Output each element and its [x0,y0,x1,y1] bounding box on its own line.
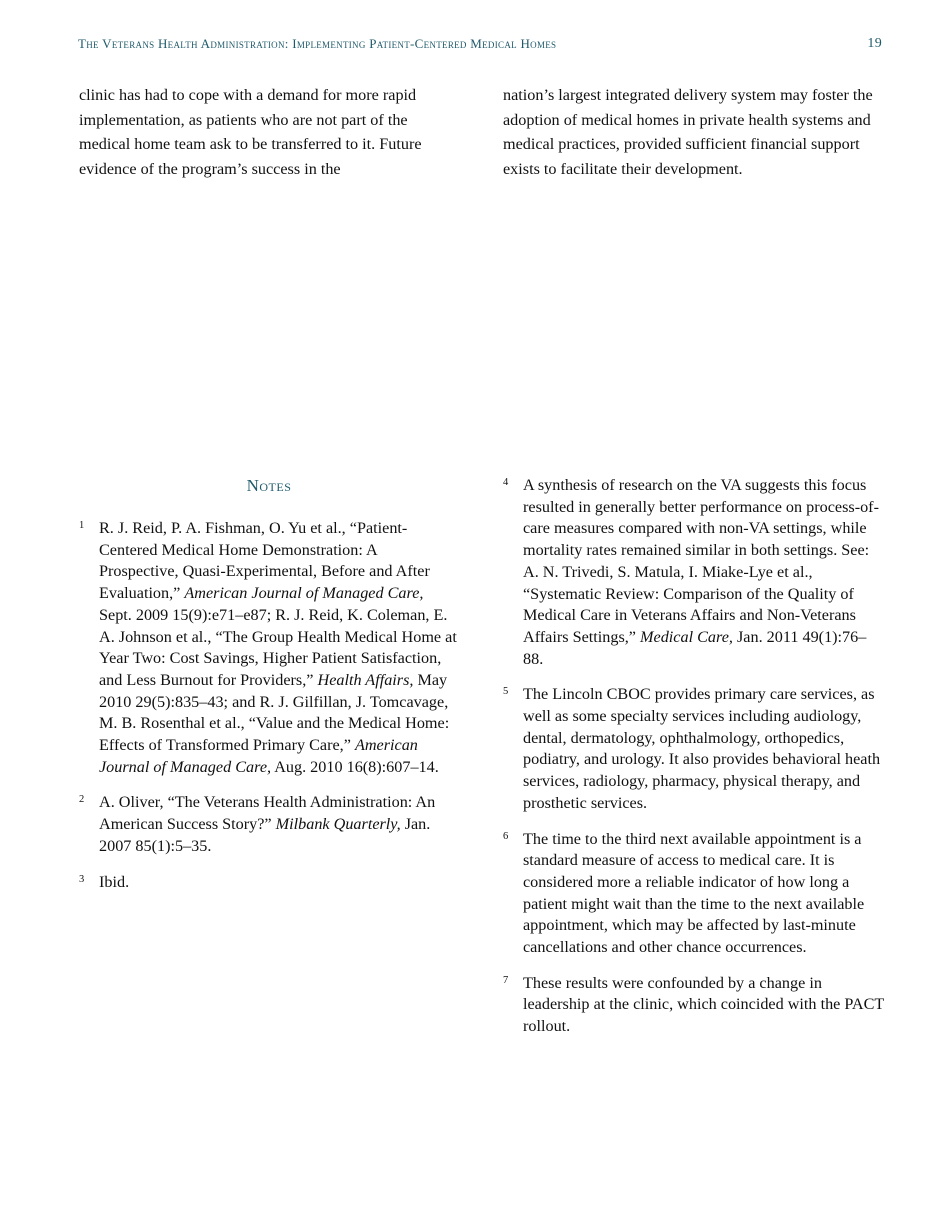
footnote-5 [503,684,885,814]
notes-column-right [503,475,885,1052]
footnote-text [99,872,457,894]
footnote-segment: Ibid. [99,872,130,891]
footnote-text [99,518,457,778]
footnote-number: 2 [79,794,85,806]
running-header [78,36,882,52]
footnote-7 [503,973,885,1038]
page-number: 19 [867,36,882,51]
footnote-segment: These results were confounded by a change in leadership at the clinic, which coincided with the PACT rollout. [523,973,884,1036]
footnote-segment: Aug. 2010 16(8):607–14. [271,757,439,776]
footnote-text [523,475,885,670]
footnote-segment: R. J. Reid, P. A. Fishman, O. Yu et al., “Patient-Centered Medical Home Demonstration: A Prospective, Quasi-Experimental, Before and After Evaluation,” [99,519,430,603]
body-column-left [79,83,459,182]
body-paragraph-left: clinic has had to cope with a demand for more rapid implementation, as patients who are not part of the medical home team ask to be transferred to it. Future evidence of the program’s success in the [79,86,422,179]
footnote-3 [79,872,457,894]
footnote-text [99,792,457,857]
footnote-number: 5 [503,686,509,698]
footnote-6 [503,829,885,959]
notes-column-left [79,518,457,907]
footnote-italic-segment: Medical Care, [640,627,733,646]
footnote-segment: Jan. 2007 85(1):5–35. [99,815,431,855]
notes-heading: Notes [246,476,292,495]
footnote-italic-segment: American Journal of Managed Care, [184,584,424,603]
footnote-segment: A synthesis of research on the VA suggests this focus resulted in generally better performance on process-of-care measures compared with non-VA settings, while mortality rates remained similar in both settings. See: A. N. Trivedi, S. Matula, I. Miake-Lye et al., “Systematic Review: Comparison of the Quality of Medical Care in Veterans Affairs and Non-Veterans Affairs Settings,” [523,476,879,646]
footnote-number: 7 [503,974,509,986]
footnote-text [523,973,885,1038]
footnote-1 [79,518,457,778]
footnote-number: 6 [503,830,509,842]
footnote-segment: The time to the third next available appointment is a standard measure of access to medical care. It is considered more a reliable indicator of how long a patient might wait than the time to the next available appointment, which may be affected by last-minute cancellations and other chance occurrences. [523,829,865,957]
footnote-segment: May 2010 29(5):835–43; and R. J. Gilfillan, J. Tomcavage, M. B. Rosenthal et al., “Value and the Medical Home: Effects of Transformed Primary Care,” [99,670,450,755]
footnote-4 [503,475,885,670]
running-header-title: The Veterans Health Administration: Implementing Patient-Centered Medical Homes [78,36,557,51]
footnote-number: 1 [79,520,85,531]
footnote-number: 3 [79,873,85,885]
footnote-italic-segment: American Journal of Managed Care, [99,736,418,776]
footnote-segment: The Lincoln CBOC provides primary care services, as well as some specialty services including audiology, dental, dermatology, ophthalmology, orthopedics, podiatry, and urology. It also provides behavioral heath services, radiology, pharmacy, physical therapy, and prosthetic services. [523,685,881,812]
footnote-segment: A. Oliver, “The Veterans Health Administration: An American Success Story?” [99,793,436,834]
footnote-2 [79,792,457,857]
footnote-segment: Jan. 2011 49(1):76–88. [523,627,867,668]
footnote-text [523,829,885,959]
footnote-italic-segment: Milbank Quarterly, [275,815,401,834]
footnote-segment: Sept. 2009 15(9):e71–e87; R. J. Reid, K. Coleman, E. A. Johnson et al., “The Group Health Medical Home at Year Two: Cost Savings, Higher Patient Satisfaction, and Less Burnout for Providers,” [99,605,457,689]
footnote-italic-segment: Health Affairs, [317,670,414,689]
footnote-number: 4 [503,477,509,488]
body-paragraph-right: nation’s largest integrated delivery system may foster the adoption of medical homes in private health systems and medical practices, provided sufficient financial support exists to facilitate their development. [503,86,873,179]
footnote-text [523,684,885,814]
body-column-right [503,83,883,182]
